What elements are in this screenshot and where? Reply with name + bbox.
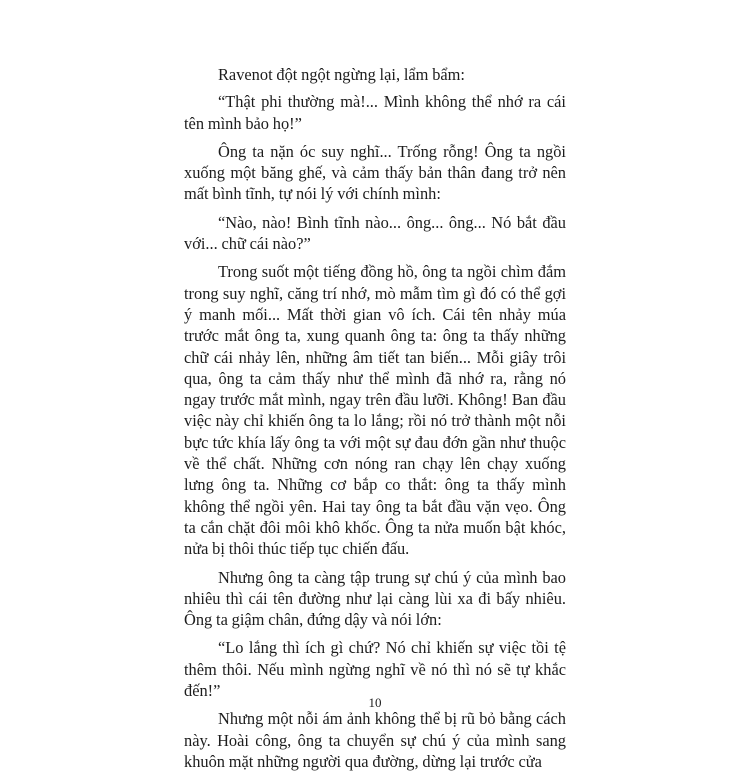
paragraph-7: “Lo lắng thì ích gì chứ? Nó chỉ khiến sự việc tồi tệ thêm thôi. Nếu mình ngừng nghĩ về nó thì nó sẽ tự khắc đến!”: [184, 638, 566, 701]
paragraph-5: Trong suốt một tiếng đồng hồ, ông ta ngồi chìm đắm trong suy nghĩ, căng trí nhớ, mò mẫm tìm gì đó có thể gợi ý manh mối... Mất thời gian vô ích. Cái tên nhảy múa trước mắt ông ta, xung quanh ông ta: ông ta thấy những chữ cái nhảy lên, những âm tiết tan biến... Mỗi giây trôi qua, ông ta cảm thấy như thể mình đã nhớ ra, rằng nó ngay trước mắt mình, ngay trên đầu lưỡi. Không! Ban đầu việc này chỉ khiến ông ta lo lắng; rồi nó trở thành một nỗi bực tức khía lấy ông ta với một sự đau đớn gần như thuộc về thể chất. Những cơn nóng ran chạy lên chạy xuống lưng ông ta. Những cơ bắp co thắt: ông ta thấy mình không thể ngồi yên. Hai tay ông ta bắt đầu vặn vẹo. Ông ta cắn chặt đôi môi khô khốc. Ông ta nửa muốn bật khóc, nửa bị thôi thúc tiếp tục chiến đấu.: [184, 262, 566, 559]
paragraph-8: Nhưng một nỗi ám ảnh không thể bị rũ bỏ bằng cách này. Hoài công, ông ta chuyển sự chú ý của mình sang khuôn mặt những người qua đường, dừng lại trước cửa: [184, 709, 566, 771]
paragraph-4: “Nào, nào! Bình tĩnh nào... ông... ông... Nó bắt đầu với... chữ cái nào?”: [184, 212, 566, 254]
book-page-text: [184, 64, 566, 779]
paragraph-3: Ông ta nặn óc suy nghĩ... Trống rỗng! Ông ta ngồi xuống một băng ghế, và cảm thấy bản thân đang trở nên mất bình tĩnh, tự nói lý với chính mình:: [184, 141, 566, 204]
paragraph-1: Ravenot đột ngột ngừng lại, lẩm bẩm:: [218, 65, 465, 84]
page-number: 10: [368, 695, 382, 710]
paragraph-6: Nhưng ông ta càng tập trung sự chú ý của mình bao nhiêu thì cái tên đường như lại càng lùi xa đi bấy nhiêu. Ông ta giậm chân, đứng dậy và nói lớn:: [184, 567, 566, 630]
paragraph-2: “Thật phi thường mà!... Mình không thể nhớ ra cái tên mình bảo họ!”: [184, 92, 566, 133]
